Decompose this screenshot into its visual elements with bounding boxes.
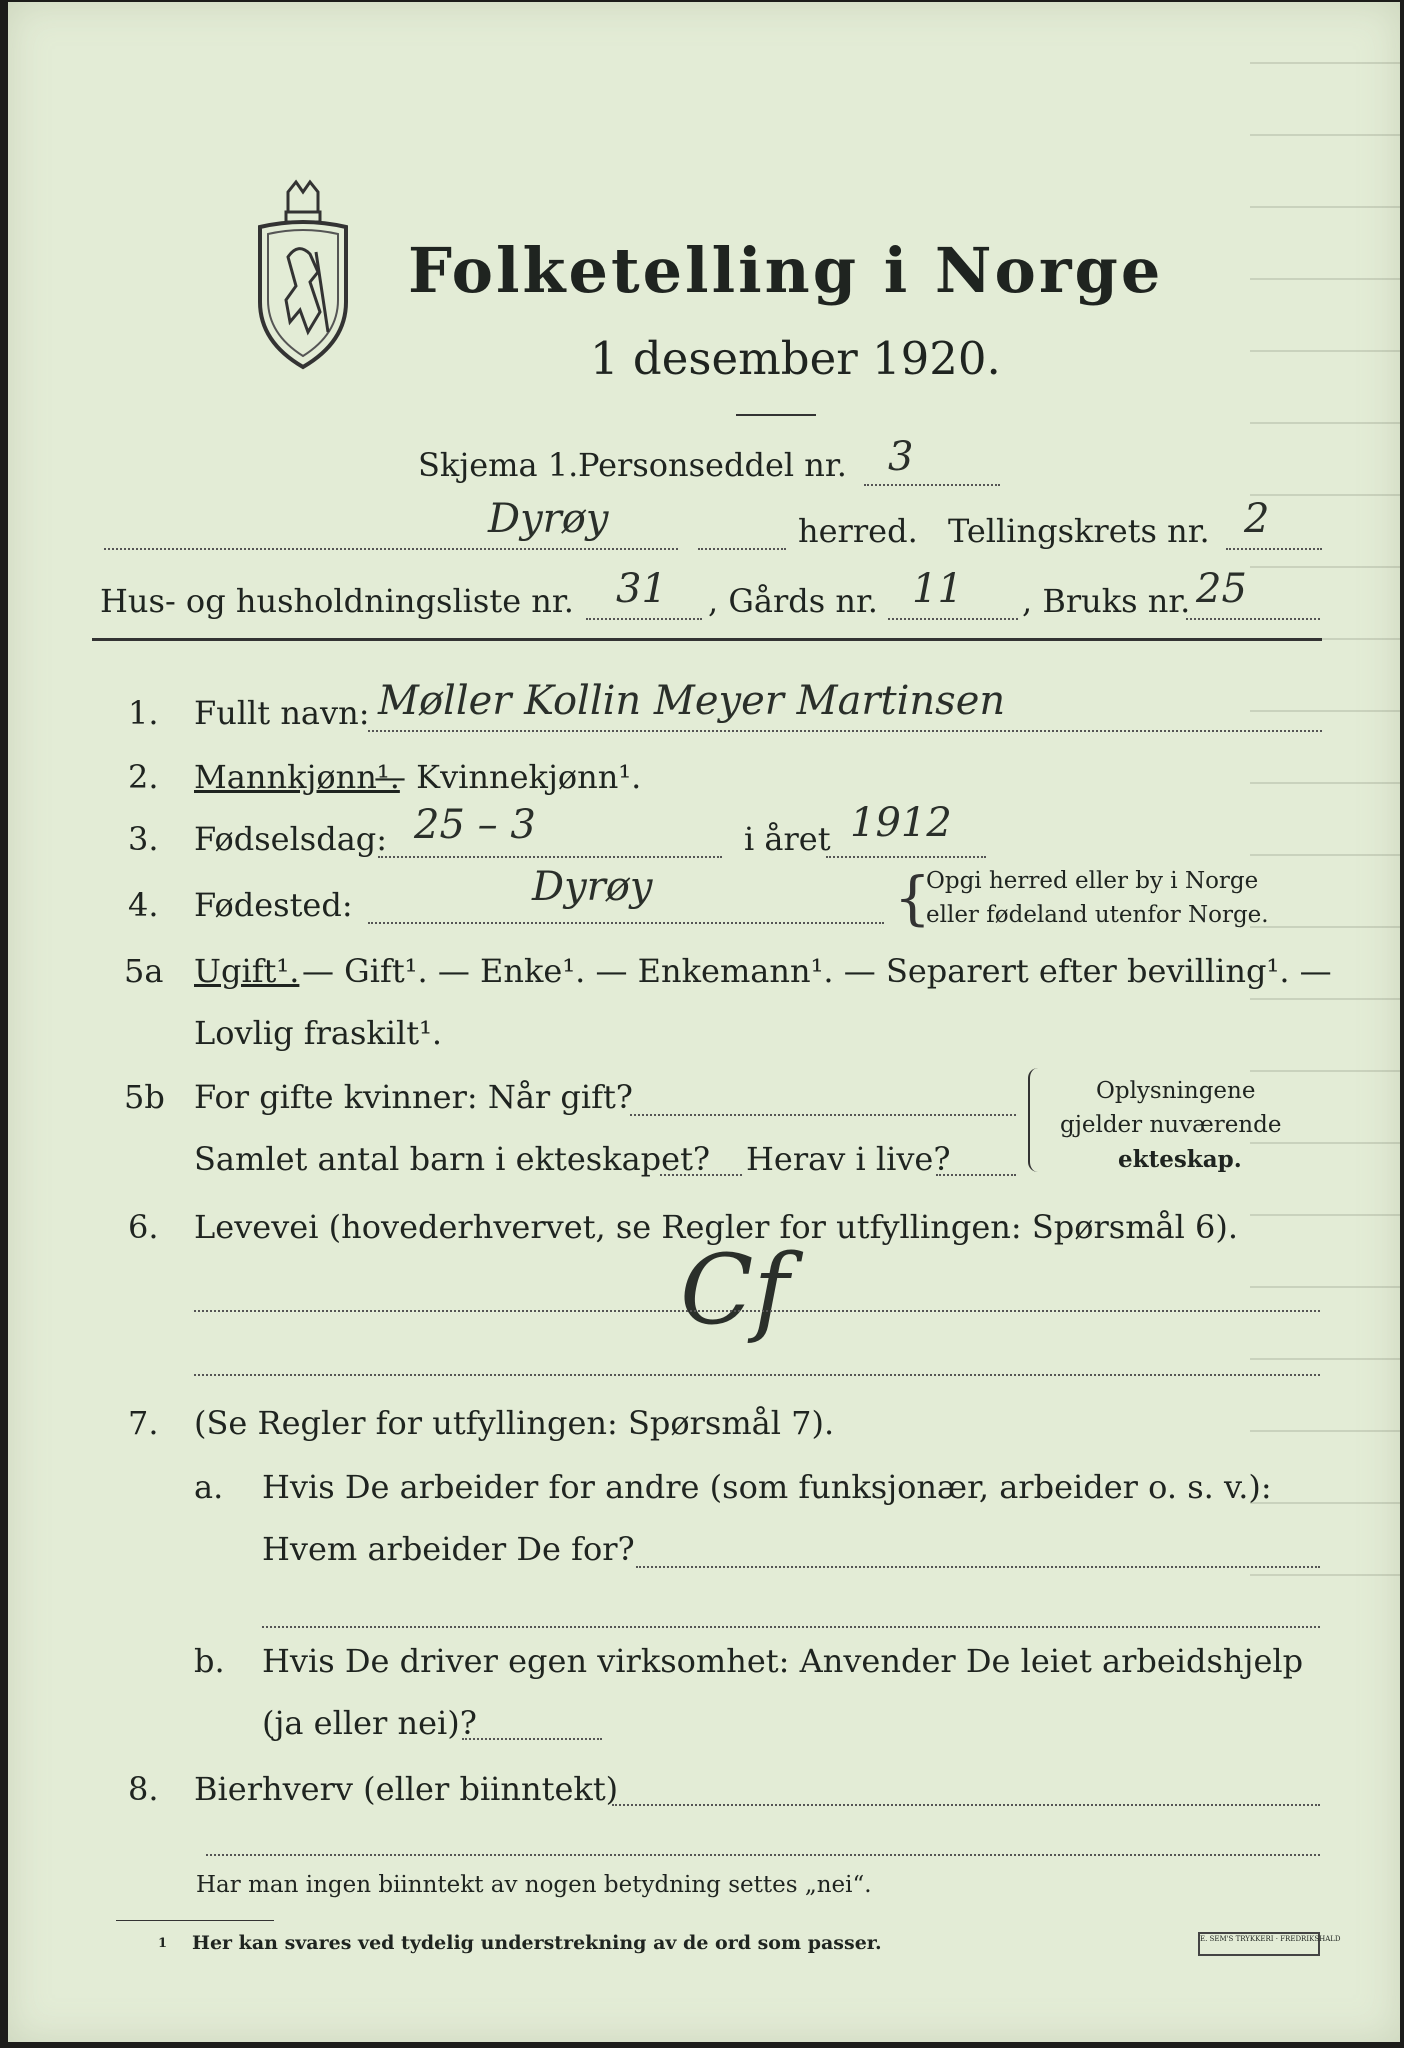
marital-fraskilt-option: Lovlig fraskilt¹. bbox=[194, 1014, 443, 1052]
q5b-note-1: Oplysningene bbox=[1096, 1078, 1256, 1104]
sex-male-option[interactable]: Mannkjønn¹. bbox=[194, 758, 400, 796]
birth-year-value[interactable]: 1912 bbox=[850, 800, 952, 846]
q5b-note-3: ekteskap. bbox=[1118, 1146, 1242, 1173]
full-name-value[interactable]: Møller Kollin Meyer Martinsen bbox=[378, 678, 1006, 724]
q4-note-1: Opgi herred eller by i Norge bbox=[926, 868, 1259, 894]
q7a-employer-label: Hvem arbeider De for? bbox=[262, 1530, 635, 1568]
printer-stamp: E. SEM'S TRYKKERI · FREDRIKSHALD bbox=[1198, 1932, 1320, 1956]
gards-value[interactable]: 11 bbox=[912, 566, 963, 612]
q1-label: Fullt navn: bbox=[194, 694, 370, 732]
q3-number: 3. bbox=[128, 820, 159, 858]
q5b-alive-line bbox=[936, 1174, 1016, 1176]
q7-number: 7. bbox=[128, 1404, 159, 1442]
q7a-letter: a. bbox=[194, 1468, 224, 1506]
gards-line bbox=[888, 618, 1018, 620]
q3-line bbox=[378, 856, 722, 858]
census-form bbox=[8, 2, 1400, 2042]
q6-line-1 bbox=[194, 1310, 1320, 1312]
q5b-when-line bbox=[630, 1114, 1016, 1116]
bleed-through bbox=[1250, 62, 1400, 1762]
q5b-children-label: Samlet antal barn i ekteskapet? bbox=[194, 1140, 711, 1178]
q7b-label: Hvis De driver egen virksomhet: Anvender De leiet arbeidshjelp bbox=[262, 1642, 1304, 1680]
herred-value[interactable]: Dyrøy bbox=[488, 496, 609, 542]
bruks-value[interactable]: 25 bbox=[1196, 566, 1247, 612]
footer-note: Har man ingen biinntekt av nogen betydning settes „nei“. bbox=[196, 1872, 872, 1898]
tellingskrets-line bbox=[1226, 548, 1322, 550]
q7b-answer-label: (ja eller nei)? bbox=[262, 1704, 477, 1742]
birthplace-value[interactable]: Dyrøy bbox=[532, 864, 653, 910]
personseddel-label: Personseddel nr. bbox=[578, 446, 847, 484]
personseddel-line bbox=[864, 484, 1000, 486]
q7a-label: Hvis De arbeider for andre (som funksjonær, arbeider o. s. v.): bbox=[262, 1468, 1272, 1506]
q8-number: 8. bbox=[128, 1770, 159, 1808]
title-divider bbox=[736, 414, 816, 416]
q8-line-2 bbox=[206, 1854, 1320, 1856]
q1-line bbox=[368, 730, 1322, 732]
q5b-number: 5b bbox=[124, 1078, 165, 1116]
herred-label: herred. bbox=[798, 512, 918, 550]
q3-label: Fødselsdag: bbox=[194, 820, 388, 858]
form-title: Folketelling i Norge bbox=[408, 234, 1164, 307]
q5b-note-2: gjelder nuværende bbox=[1060, 1112, 1282, 1138]
bruks-label: , Bruks nr. bbox=[1022, 582, 1191, 620]
q8-label: Bierhverv (eller biinntekt) bbox=[194, 1770, 619, 1808]
q5b-children-line bbox=[660, 1174, 742, 1176]
census-date: 1 desember 1920. bbox=[590, 332, 1001, 385]
header-rule bbox=[92, 638, 1322, 641]
q4-number: 4. bbox=[128, 886, 159, 924]
occupation-value[interactable]: Cf bbox=[680, 1234, 789, 1346]
schema-label: Skjema 1. bbox=[418, 446, 579, 484]
gards-label: , Gårds nr. bbox=[708, 582, 878, 620]
q5b-alive-label: Herav i live? bbox=[746, 1140, 951, 1178]
personseddel-value[interactable]: 3 bbox=[888, 434, 914, 480]
marital-other-options: — Gift¹. — Enke¹. — Enkemann¹. — Separert efter bevilling¹. — bbox=[302, 952, 1332, 990]
q6-label: Levevei (hovederhvervet, se Regler for utfyllingen: Spørsmål 6). bbox=[194, 1208, 1239, 1246]
birthday-value[interactable]: 25 – 3 bbox=[414, 802, 536, 848]
husliste-value[interactable]: 31 bbox=[616, 566, 667, 612]
q5a-number: 5a bbox=[124, 952, 164, 990]
footnote-rule bbox=[116, 1920, 274, 1921]
q7a-employer-line bbox=[636, 1566, 1320, 1568]
herred-line-2 bbox=[698, 548, 786, 550]
q3-year-label: i året bbox=[744, 820, 831, 858]
q5b-label: For gifte kvinner: Når gift? bbox=[194, 1078, 633, 1116]
tellingskrets-label: Tellingskrets nr. bbox=[948, 512, 1210, 550]
q4-note-2: eller fødeland utenfor Norge. bbox=[926, 902, 1269, 928]
q2-number: 2. bbox=[128, 758, 159, 796]
q4-line bbox=[368, 922, 884, 924]
q4-label: Fødested: bbox=[194, 886, 353, 924]
coat-of-arms-icon bbox=[248, 182, 358, 372]
bruks-line bbox=[1186, 618, 1320, 620]
husliste-label: Hus- og husholdningsliste nr. bbox=[100, 582, 574, 620]
q7-label: (Se Regler for utfyllingen: Spørsmål 7). bbox=[194, 1404, 835, 1442]
footnote-text: Her kan svares ved tydelig understrekning av de ord som passer. bbox=[192, 1932, 882, 1954]
tellingskrets-value[interactable]: 2 bbox=[1244, 496, 1270, 542]
husliste-line bbox=[586, 618, 702, 620]
q7b-letter: b. bbox=[194, 1642, 225, 1680]
q7b-answer-line bbox=[462, 1738, 602, 1740]
q8-line-1 bbox=[612, 1804, 1320, 1806]
q4-brace: { bbox=[894, 864, 931, 932]
q6-line-2 bbox=[194, 1374, 1320, 1376]
q7a-line-2 bbox=[262, 1626, 1320, 1628]
q5b-bracket bbox=[1028, 1068, 1040, 1172]
sex-other-options: — Kvinnekjønn¹. bbox=[374, 758, 642, 796]
marital-ugift-option[interactable]: Ugift¹. bbox=[194, 952, 300, 990]
footnote-mark: 1 bbox=[158, 1936, 168, 1951]
q1-number: 1. bbox=[128, 694, 159, 732]
q3-year-line bbox=[826, 856, 986, 858]
herred-line bbox=[104, 548, 678, 550]
q6-number: 6. bbox=[128, 1208, 159, 1246]
